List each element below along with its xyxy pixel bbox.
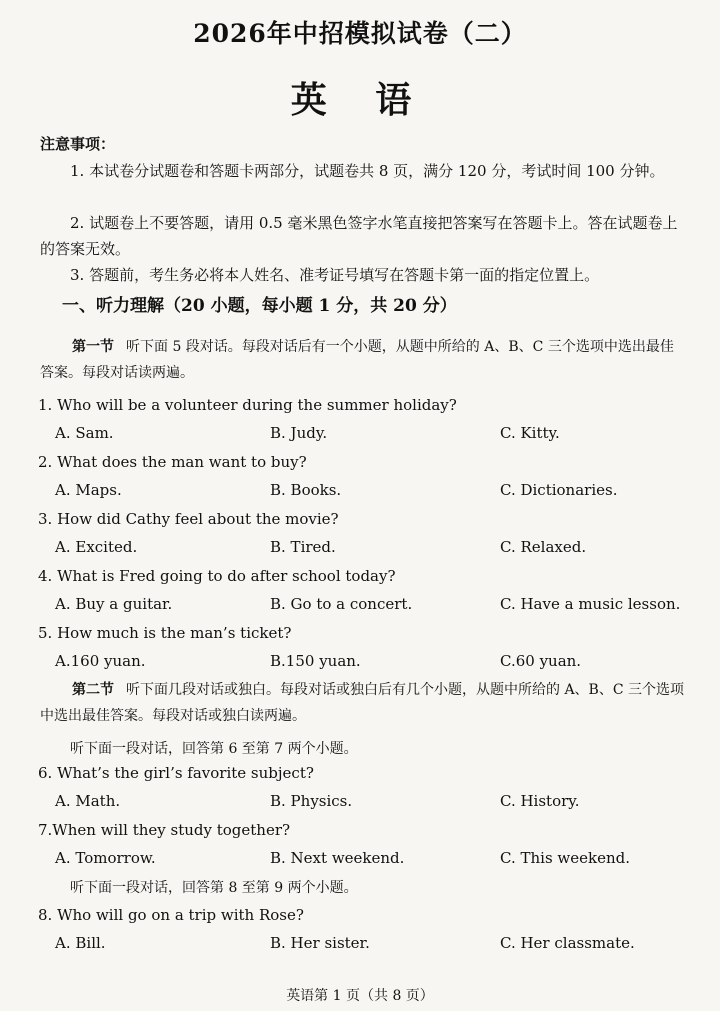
question-5: 5. How much is the man’s ticket?: [38, 624, 292, 642]
option-a: A. Bill.: [55, 934, 106, 952]
option-b: B. Next weekend.: [270, 849, 405, 867]
option-a: A. Tomorrow.: [55, 849, 156, 867]
question-7: 7.When will they study together?: [38, 821, 291, 839]
question-3: 3. How did Cathy feel about the movie?: [38, 510, 339, 528]
option-b: B. Her sister.: [270, 934, 370, 952]
page-footer: 英语第 1 页（共 8 页）: [286, 988, 434, 1004]
part2-text: 听下面几段对话或独白。每段对话或独白后有几个小题，从题中所给的 A、B、C 三个选项中选出最佳答案。每段对话或独白读两遍。: [40, 682, 685, 724]
option-c: C. Her classmate.: [500, 934, 635, 952]
option-b: B. Judy.: [270, 424, 328, 442]
notice-item: 3. 答题前，考生务必将本人姓名、准考证号填写在答题卡第一面的指定位置上。: [70, 266, 600, 284]
option-b: B. Tired.: [270, 538, 336, 556]
option-c: C. History.: [500, 792, 580, 810]
notice-item: 1. 本试卷分试题卷和答题卡两部分，试题卷共 8 页，满分 120 分，考试时间 100 分钟。: [70, 162, 665, 180]
part1-text: 听下面 5 段对话。每段对话后有一个小题，从题中所给的 A、B、C 三个选项中选出最佳答案。每段对话读两遍。: [40, 339, 674, 381]
section-heading: 一、听力理解（20 小题，每小题 1 分，共 20 分）: [62, 296, 457, 316]
option-a: A. Maps.: [55, 481, 122, 499]
part2-label: 第二节: [72, 682, 114, 698]
part2-instructions: [40, 677, 685, 729]
dialogue-instruction: 听下面一段对话，回答第 8 至第 9 两个小题。: [70, 880, 358, 896]
notice-item: 2. 试题卷上不要答题，请用 0.5 毫米黑色签字水笔直接把答案写在答题卡上。答在试题卷上的答案无效。: [40, 214, 678, 258]
subject-title: 英 语: [290, 79, 430, 121]
notice-heading: 注意事项：: [40, 135, 116, 153]
dialogue-instruction: 听下面一段对话，回答第 6 至第 7 两个小题。: [70, 741, 358, 757]
option-c: C.60 yuan.: [500, 652, 582, 670]
question-1: 1. Who will be a volunteer during the summer holiday?: [38, 396, 457, 414]
question-2: 2. What does the man want to buy?: [38, 453, 307, 471]
option-c: C. Kitty.: [500, 424, 560, 442]
option-a: A. Sam.: [55, 424, 114, 442]
option-b: B. Books.: [270, 481, 342, 499]
option-c: C. Dictionaries.: [500, 481, 618, 499]
option-c: C. Have a music lesson.: [500, 595, 681, 613]
question-8: 8. Who will go on a trip with Rose?: [38, 906, 304, 924]
option-a: A. Buy a guitar.: [55, 595, 173, 613]
question-4: 4. What is Fred going to do after school today?: [38, 567, 396, 585]
question-6: 6. What’s the girl’s favorite subject?: [38, 764, 314, 782]
option-c: C. Relaxed.: [500, 538, 587, 556]
option-b: B. Go to a concert.: [270, 595, 413, 613]
part1-instructions: [40, 334, 685, 386]
option-b: B. Physics.: [270, 792, 353, 810]
option-a: A.160 yuan.: [55, 652, 146, 670]
part1-label: 第一节: [72, 339, 114, 355]
option-c: C. This weekend.: [500, 849, 630, 867]
option-a: A. Excited.: [55, 538, 138, 556]
option-b: B.150 yuan.: [270, 652, 361, 670]
exam-title: 2026年中招模拟试卷（二）: [193, 19, 527, 48]
option-a: A. Math.: [55, 792, 121, 810]
